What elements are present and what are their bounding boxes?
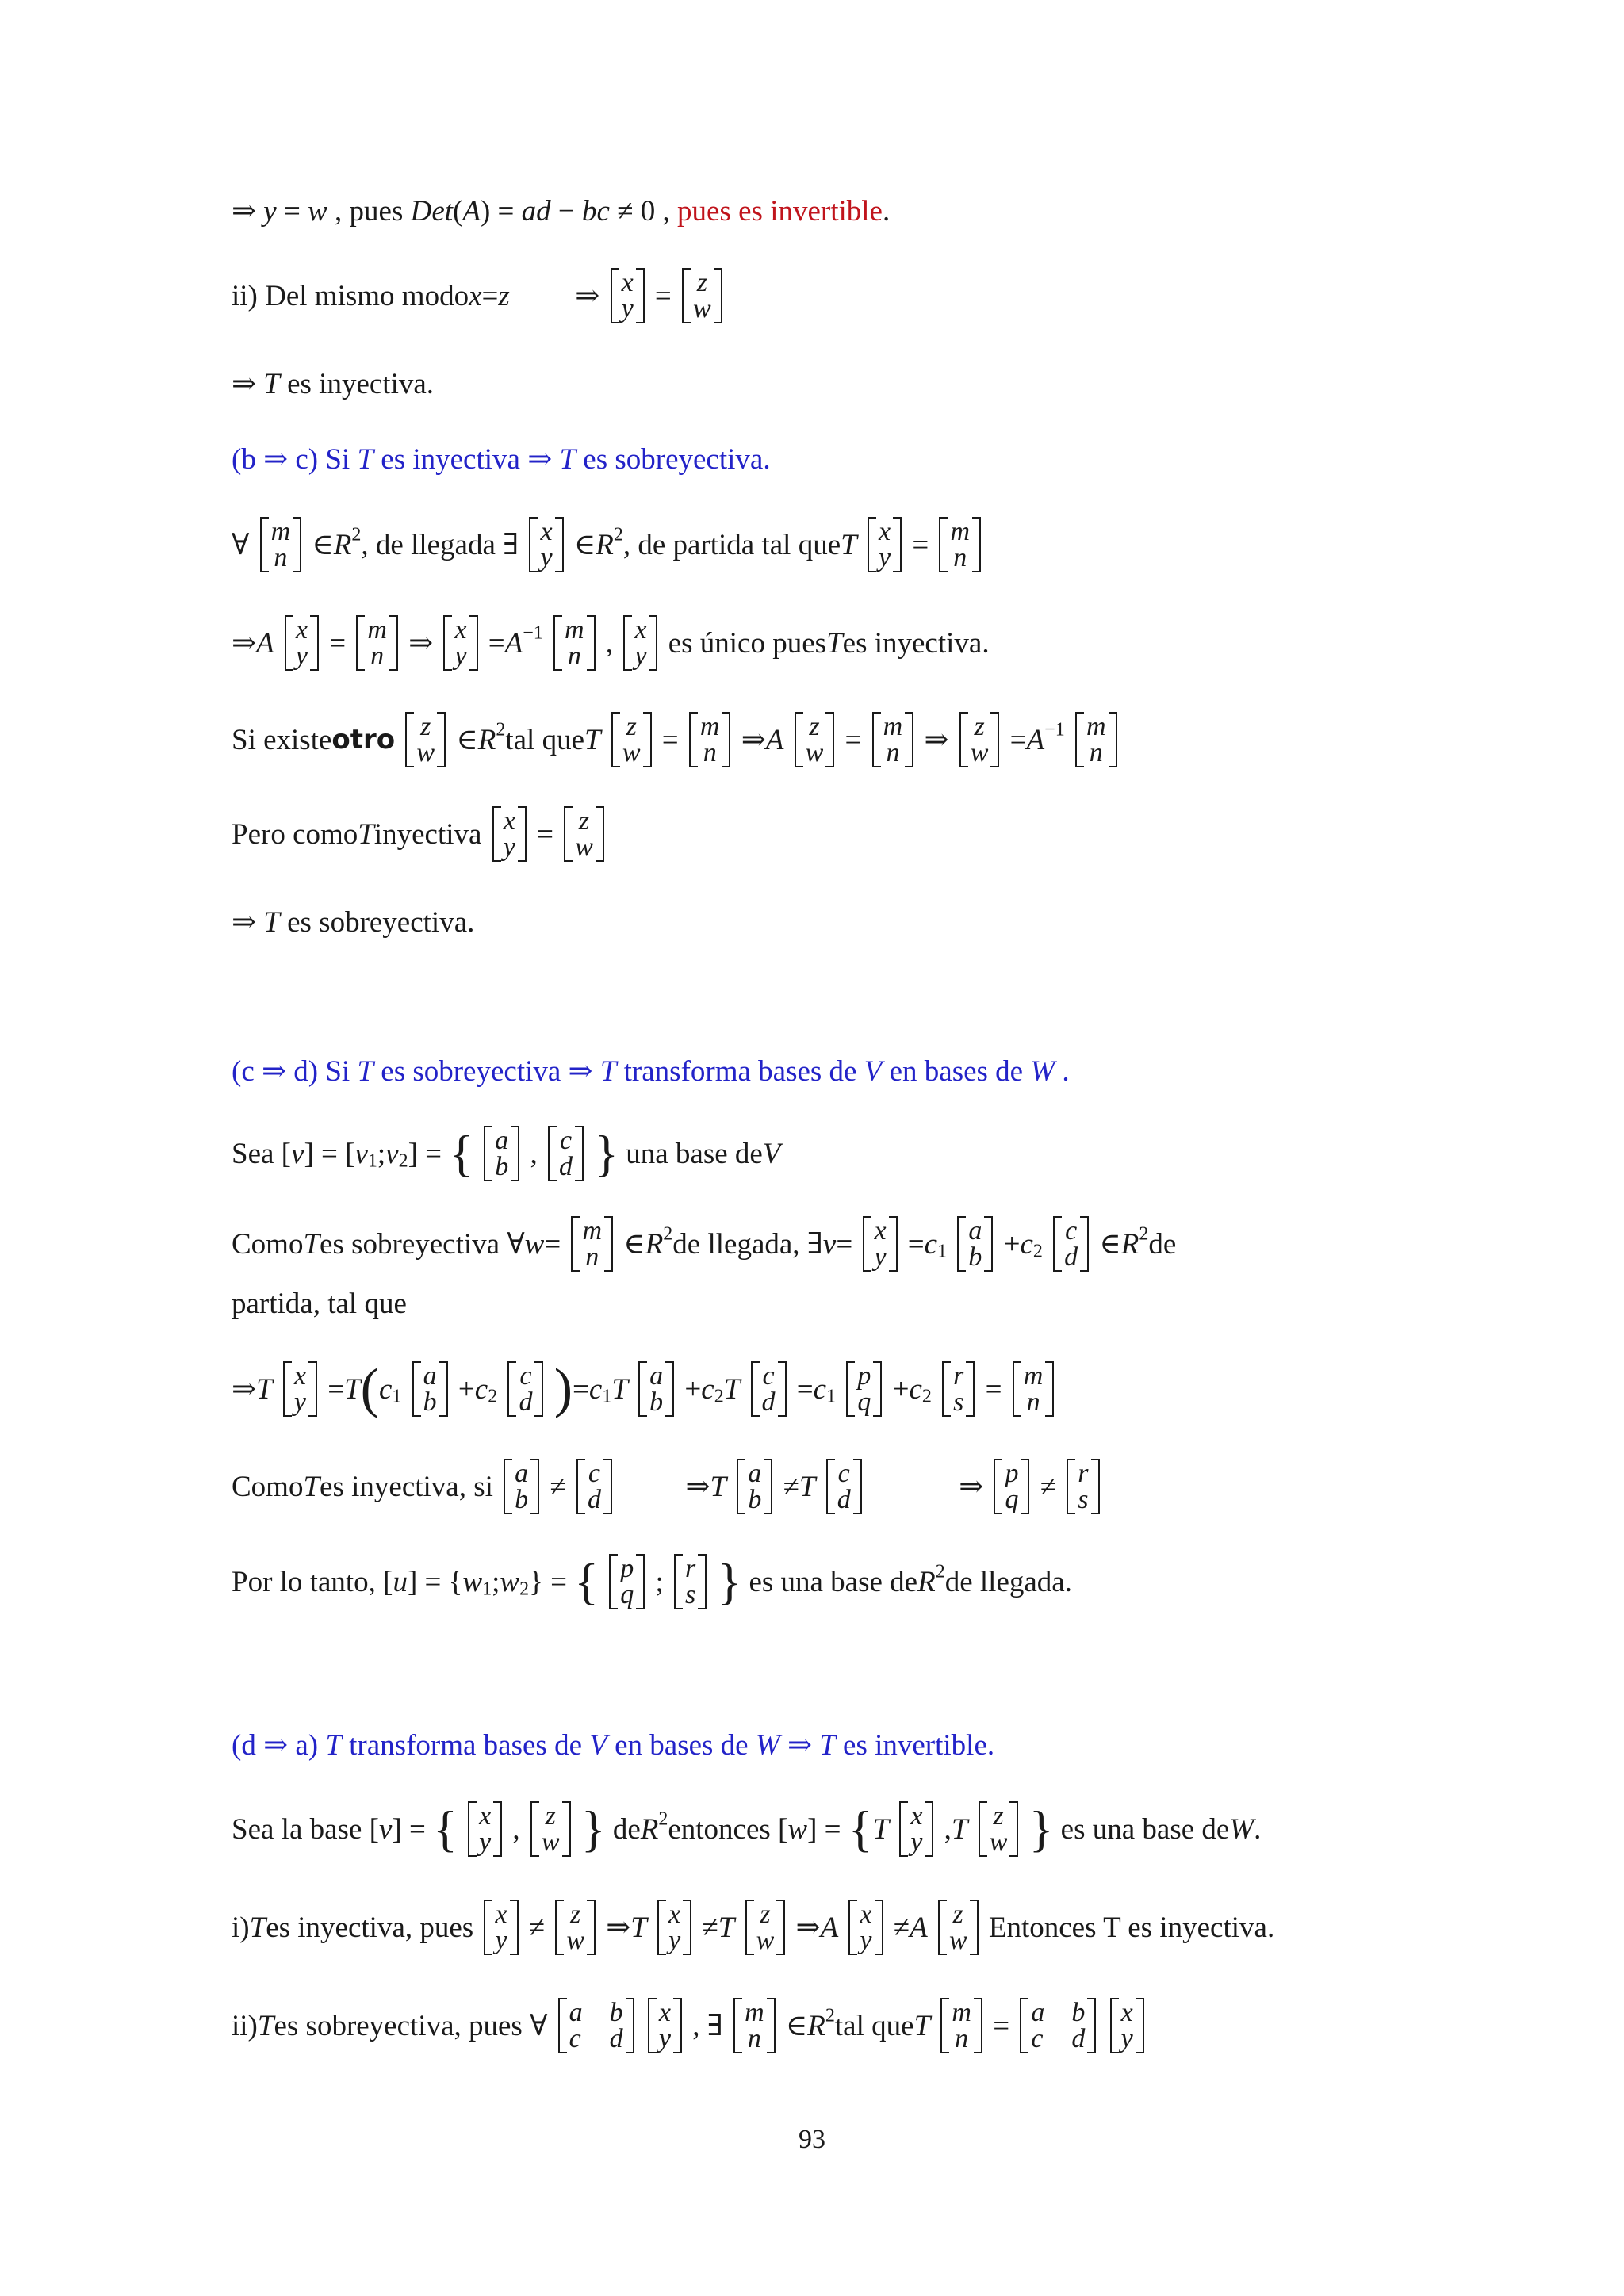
vector-cd: c d <box>751 1361 787 1417</box>
vector-cd: c d <box>826 1459 862 1514</box>
highlight-red: pues es invertible <box>677 195 883 228</box>
line-2: ii) Del mismo modox=z ⇒ x y = z w <box>232 268 726 323</box>
vector-cd: c d <box>548 1126 584 1181</box>
vector-rs: r s <box>942 1361 975 1417</box>
vector-zw: z w <box>979 1801 1019 1857</box>
vector-rs: r s <box>1067 1459 1099 1514</box>
vector-xy: x y <box>868 517 902 572</box>
line-13: ⇒T x y $=T(c_1$ a b $+c_2$ c d )$=c_1T$ a b $+c_2T$ c d $=c_1$ p q $+c_2$ r s = m n <box>232 1361 1057 1417</box>
vector-zw: z w <box>795 712 835 767</box>
vector-xy: x y <box>848 1900 883 1955</box>
line-18: i)Tes inyectiva, pues x y ≠ z w ⇒T x y ≠T z w ⇒A x y ≠A z w Entonces T es inyectiva. <box>232 1900 1275 1955</box>
vector-zw: z w <box>555 1900 596 1955</box>
line-1: ⇒ y = w , pues Det(A) = ad − bc ≠ 0 , pues es invertible. <box>232 195 891 228</box>
vector-zw: z w <box>611 712 652 767</box>
vector-pq: p q <box>994 1459 1029 1514</box>
heading-d-a: (d ⇒ a) T transforma bases de V en bases de W ⇒ T es invertible. <box>232 1729 995 1762</box>
vector-xy: x y <box>611 268 645 323</box>
vector-cd: c d <box>1053 1216 1089 1272</box>
vector-xy: x y <box>283 1361 317 1417</box>
vector-mn: m n <box>1075 712 1117 767</box>
vector-mn: m n <box>571 1216 613 1272</box>
vector-ab: a b <box>638 1361 674 1417</box>
vector-zw: z w <box>938 1900 979 1955</box>
line-3: ⇒ T es inyectiva. <box>232 368 435 400</box>
vector-mn: m n <box>733 1998 776 2053</box>
vector-xy: x y <box>492 806 527 862</box>
line-19: ii)Tes sobreyectiva, pues ∀ a b c d x y , ∃ m n $\in R^2tal$ queT m n = a b c d x y <box>232 1998 1147 2053</box>
vector-mn: m n <box>356 615 398 671</box>
matrix-abcd: a b c d <box>558 1998 634 2053</box>
heading-b-c: (b ⇒ c) Si T es inyectiva ⇒ T es sobreyectiva. <box>232 443 771 476</box>
vector-xy: x y <box>623 615 657 671</box>
vector-rs: r s <box>674 1554 707 1609</box>
vector-mn: m n <box>940 1998 982 2053</box>
vector-mn: m n <box>689 712 731 767</box>
vector-xy: x y <box>484 1900 518 1955</box>
line-9: ⇒ T es sobreyectiva. <box>232 906 475 939</box>
vector-xy: x y <box>863 1216 897 1272</box>
vector-pq: p q <box>846 1361 882 1417</box>
vector-mn: m n <box>1013 1361 1055 1417</box>
vector-ab: a b <box>737 1459 772 1514</box>
vector-zw: z w <box>745 1900 786 1955</box>
vector-ab: a b <box>484 1126 519 1181</box>
vector-xy: x y <box>1110 1998 1144 2053</box>
vector-mn: m n <box>553 615 596 671</box>
line-15: Por lo tanto, $[u] = \{w_1;w_2\}$ = { p q ; r s } es una base deR$^2$de llegada. <box>232 1553 1072 1609</box>
line-17: Sea la base [v] = { x y , z w } deR$^2$entonces [w] = {T x y ,T z w } es una base deW. <box>232 1800 1262 1857</box>
vector-xy: x y <box>468 1801 502 1857</box>
line-5: ∀ m n $\in R^2$, de llegada ∃ x y $\in R^2$, de partida tal queT x y = m n <box>232 517 984 572</box>
vector-ab: a b <box>957 1216 993 1272</box>
line-12b: partida, tal que <box>232 1288 407 1320</box>
vector-xy: x y <box>443 615 477 671</box>
vector-xy: x y <box>657 1900 691 1955</box>
vector-ab: a b <box>412 1361 448 1417</box>
vector-ab: a b <box>504 1459 539 1514</box>
vector-pq: p q <box>609 1554 645 1609</box>
vector-cd: c d <box>508 1361 543 1417</box>
line-8: Pero comoTinyectiva x y = z w <box>232 806 607 862</box>
heading-c-d: (c ⇒ d) Si T es sobreyectiva ⇒ T transforma bases de V en bases de W . <box>232 1055 1070 1088</box>
vector-zw: z w <box>564 806 604 862</box>
vector-zw: z w <box>959 712 1000 767</box>
vector-zw: z w <box>530 1801 571 1857</box>
vector-zw: z w <box>682 268 722 323</box>
line-11: Sea $[v] = [v_1;v_2]$ = { a b , c d } una base deV <box>232 1125 781 1181</box>
vector-mn: m n <box>872 712 914 767</box>
line-14: ComoTes inyectiva, si a b ≠ c d ⇒T a b ≠T c d ⇒ p q ≠ r s <box>232 1459 1103 1514</box>
page-number: 93 <box>799 2125 825 2154</box>
line-6: ⇒A x y = m n ⇒ x y $=A^{-1}$ m n , x y es único puesTes inyectiva. <box>232 615 990 671</box>
line-12: ComoTes sobreyectiva ∀w= m n $\in R^2de$ llegada, ∃v= x y $=c_1$ a b $+c_2$ c d $\in R^2de$ <box>232 1216 1177 1272</box>
line-7: Si existeotro z w $\in R^2tal$ queT z w = m n ⇒A z w = m n ⇒ z w $=A^{-1}$ m n <box>232 712 1120 767</box>
vector-xy: x y <box>529 517 563 572</box>
matrix-abcd: a b c d <box>1020 1998 1096 2053</box>
vector-xy: x y <box>899 1801 933 1857</box>
vector-mn: m n <box>939 517 981 572</box>
vector-xy: x y <box>285 615 319 671</box>
vector-zw: z w <box>405 712 446 767</box>
vector-mn: m n <box>260 517 302 572</box>
vector-xy: x y <box>648 1998 682 2053</box>
vector-cd: c d <box>576 1459 612 1514</box>
